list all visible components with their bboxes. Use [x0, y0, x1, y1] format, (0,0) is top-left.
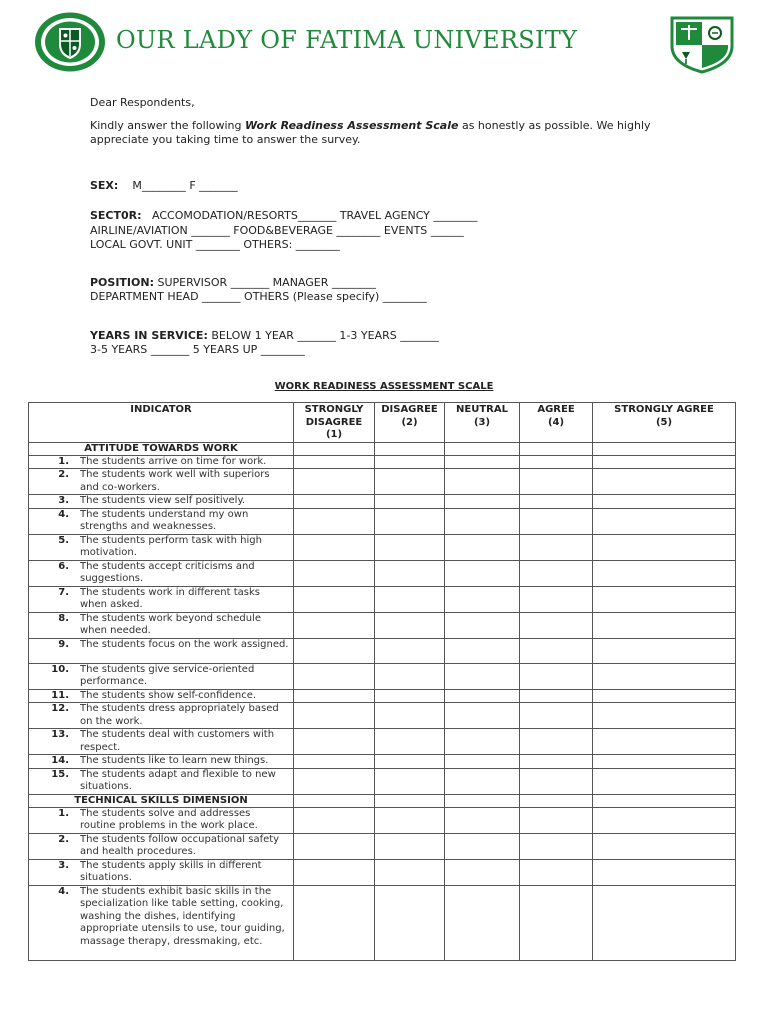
- rating-cell-agree[interactable]: [520, 469, 593, 495]
- item-number: 13.: [51, 729, 69, 740]
- rating-cell-disagree[interactable]: [375, 755, 445, 769]
- item-number: 15.: [51, 768, 69, 780]
- item-number: 1.: [58, 807, 69, 819]
- rating-cell: [294, 794, 375, 807]
- rating-cell-agree[interactable]: [520, 885, 593, 960]
- rating-cell-strongly-disagree[interactable]: [294, 663, 375, 689]
- rating-cell-strongly-agree[interactable]: [593, 560, 736, 586]
- rating-cell-disagree[interactable]: [375, 495, 445, 509]
- intro-text: as honestly as possible. We highly: [458, 119, 651, 132]
- table-header-row: [29, 403, 736, 443]
- rating-cell-strongly-agree[interactable]: [593, 729, 736, 755]
- rating-cell-neutral[interactable]: [445, 612, 520, 638]
- rating-cell-strongly-agree[interactable]: [593, 755, 736, 769]
- rating-cell-strongly-disagree[interactable]: [294, 703, 375, 729]
- indicator-cell: [29, 612, 294, 638]
- rating-cell-neutral[interactable]: [445, 859, 520, 885]
- table-row: [29, 586, 736, 612]
- header-line: DISAGREE: [305, 416, 363, 428]
- item-number: 7.: [58, 586, 69, 598]
- table-row: [29, 534, 736, 560]
- indicator-cell: [29, 469, 294, 495]
- rating-cell-neutral[interactable]: [445, 768, 520, 794]
- table-row: [29, 833, 736, 859]
- indicator-cell: [29, 703, 294, 729]
- indicator-cell: [29, 755, 294, 769]
- header-line: STRONGLY AGREE: [614, 404, 714, 415]
- indicator-cell: [29, 534, 294, 560]
- rating-cell-disagree[interactable]: [375, 560, 445, 586]
- item-text: The students follow occupational safety and health procedures.: [80, 833, 280, 857]
- item-text: The students accept criticisms and suggestions.: [80, 560, 255, 584]
- rating-cell-agree[interactable]: [520, 807, 593, 833]
- rating-cell-strongly-agree[interactable]: [593, 586, 736, 612]
- table-row: [29, 663, 736, 689]
- intro-text: Kindly answer the following: [90, 119, 246, 132]
- rating-cell-strongly-agree[interactable]: [593, 638, 736, 663]
- item-text: The students focus on the work assigned.: [80, 638, 289, 650]
- rating-cell-disagree[interactable]: [375, 508, 445, 534]
- rating-cell-agree[interactable]: [520, 768, 593, 794]
- rating-cell-strongly-agree[interactable]: [593, 508, 736, 534]
- table-row: [29, 508, 736, 534]
- university-name: OUR LADY OF FATIMA UNIVERSITY: [116, 26, 578, 54]
- item-number: 9.: [58, 638, 69, 650]
- table-row: [29, 755, 736, 769]
- rating-cell-strongly-agree[interactable]: [593, 469, 736, 495]
- rating-cell-disagree[interactable]: [375, 833, 445, 859]
- rating-cell-agree[interactable]: [520, 495, 593, 509]
- rating-cell-neutral[interactable]: [445, 703, 520, 729]
- item-text: The students show self-confidence.: [80, 689, 257, 701]
- rating-cell-strongly-agree[interactable]: [593, 495, 736, 509]
- rating-cell-agree[interactable]: [520, 663, 593, 689]
- rating-cell-disagree[interactable]: [375, 703, 445, 729]
- assessment-table: [28, 402, 736, 961]
- header-line: DISAGREE: [381, 404, 438, 415]
- indicator-cell: [29, 768, 294, 794]
- position-field[interactable]: [90, 276, 376, 291]
- rating-cell-disagree[interactable]: [375, 534, 445, 560]
- item-number: 3.: [58, 859, 69, 871]
- sector-options-line-1[interactable]: ACCOMODATION/RESORTS_______ TRAVEL AGENCY ________: [152, 209, 478, 222]
- section-title: TECHNICAL SKILLS DIMENSION: [29, 794, 294, 807]
- rating-cell-disagree[interactable]: [375, 689, 445, 703]
- rating-cell-agree[interactable]: [520, 534, 593, 560]
- item-text: The students exhibit basic skills in the specialization like table setting, cooking, washing the dishes, identifying appropriate utensils to use, tour guiding, massage therapy, dressmaking, etc.: [80, 885, 285, 947]
- item-text: The students work beyond schedule when needed.: [80, 612, 261, 636]
- rating-cell-disagree[interactable]: [375, 885, 445, 960]
- indicator-cell: [29, 859, 294, 885]
- sex-options[interactable]: M________ F _______: [132, 179, 238, 192]
- rating-cell-strongly-agree[interactable]: [593, 833, 736, 859]
- rating-cell-neutral[interactable]: [445, 885, 520, 960]
- item-text: The students dress appropriately based on the work.: [80, 703, 279, 727]
- item-text: The students like to learn new things.: [80, 755, 269, 766]
- indicator-cell: [29, 885, 294, 960]
- years-label: YEARS IN SERVICE:: [90, 329, 208, 342]
- item-number: 2.: [58, 469, 69, 480]
- rating-cell-agree[interactable]: [520, 689, 593, 703]
- table-row: [29, 859, 736, 885]
- table-row: [29, 638, 736, 663]
- sector-options-line-2[interactable]: AIRLINE/AVIATION _______ FOOD&BEVERAGE ________ EVENTS ______: [90, 224, 464, 237]
- item-number: 14.: [51, 755, 69, 766]
- rating-cell-strongly-agree[interactable]: [593, 534, 736, 560]
- position-label: POSITION:: [90, 276, 154, 289]
- rating-cell-strongly-disagree[interactable]: [294, 495, 375, 509]
- header-disagree: [375, 403, 445, 443]
- rating-cell-disagree[interactable]: [375, 469, 445, 495]
- rating-cell-strongly-disagree[interactable]: [294, 612, 375, 638]
- rating-cell-agree[interactable]: [520, 560, 593, 586]
- rating-cell-disagree[interactable]: [375, 455, 445, 469]
- rating-cell-neutral[interactable]: [445, 755, 520, 769]
- table-body: [29, 442, 736, 960]
- college-shield-logo: [668, 12, 736, 74]
- indicator-cell: [29, 495, 294, 509]
- rating-cell-neutral[interactable]: [445, 833, 520, 859]
- position-options-line-2[interactable]: DEPARTMENT HEAD _______ OTHERS (Please specify) ________: [90, 290, 427, 303]
- rating-cell-strongly-agree[interactable]: [593, 768, 736, 794]
- rating-cell: [294, 442, 375, 455]
- rating-cell-disagree[interactable]: [375, 638, 445, 663]
- rating-cell: [593, 794, 736, 807]
- university-seal-logo: [33, 11, 107, 73]
- item-text: The students work in different tasks when asked.: [80, 586, 260, 610]
- sector-label: SECT0R:: [90, 209, 142, 222]
- item-text: The students work well with superiors and co-workers.: [80, 469, 270, 493]
- scale-name-emphasis: Work Readiness Assessment Scale: [245, 119, 459, 132]
- item-text: The students arrive on time for work.: [80, 455, 267, 467]
- item-number: 3.: [58, 495, 69, 506]
- rating-cell-strongly-agree[interactable]: [593, 689, 736, 703]
- table-row: [29, 768, 736, 794]
- table-row: [29, 612, 736, 638]
- rating-cell: [593, 442, 736, 455]
- indicator-cell: [29, 663, 294, 689]
- rating-cell-neutral[interactable]: [445, 729, 520, 755]
- item-text: The students give service-oriented performance.: [80, 663, 255, 687]
- rating-cell-neutral[interactable]: [445, 455, 520, 469]
- position-options-line-1[interactable]: SUPERVISOR _______ MANAGER ________: [153, 276, 376, 289]
- rating-cell-strongly-disagree[interactable]: [294, 885, 375, 960]
- indicator-cell: [29, 833, 294, 859]
- rating-cell-neutral[interactable]: [445, 495, 520, 509]
- sex-field[interactable]: [90, 179, 238, 194]
- intro-line-1: [90, 119, 651, 134]
- rating-cell-strongly-disagree[interactable]: [294, 534, 375, 560]
- indicator-cell: [29, 560, 294, 586]
- rating-cell-agree[interactable]: [520, 859, 593, 885]
- item-text: The students deal with customers with respect.: [80, 729, 275, 753]
- header-line: (1): [325, 429, 343, 440]
- header-line: STRONGLY: [304, 404, 364, 415]
- years-field[interactable]: [90, 329, 439, 344]
- rating-cell-disagree[interactable]: [375, 586, 445, 612]
- item-text: The students view self positively.: [80, 495, 246, 506]
- rating-cell-strongly-agree[interactable]: [593, 885, 736, 960]
- indicator-cell: [29, 807, 294, 833]
- item-number: 12.: [51, 703, 69, 714]
- years-options-line-1[interactable]: BELOW 1 YEAR _______ 1-3 YEARS _______: [207, 329, 439, 342]
- rating-cell-agree[interactable]: [520, 638, 593, 663]
- rating-cell-neutral[interactable]: [445, 638, 520, 663]
- rating-cell-neutral[interactable]: [445, 689, 520, 703]
- section-title: ATTITUDE TOWARDS WORK: [29, 442, 294, 455]
- rating-cell-agree[interactable]: [520, 755, 593, 769]
- rating-cell-strongly-disagree[interactable]: [294, 755, 375, 769]
- header-agree: [520, 403, 593, 443]
- item-number: 4.: [58, 885, 69, 897]
- rating-cell-strongly-disagree[interactable]: [294, 586, 375, 612]
- rating-cell-strongly-agree[interactable]: [593, 455, 736, 469]
- rating-cell-disagree[interactable]: [375, 663, 445, 689]
- rating-cell-disagree[interactable]: [375, 729, 445, 755]
- rating-cell-neutral[interactable]: [445, 807, 520, 833]
- item-number: 1.: [58, 455, 69, 467]
- header-line: (3): [473, 416, 491, 428]
- rating-cell-agree[interactable]: [520, 612, 593, 638]
- header-strongly-agree: [593, 403, 736, 443]
- indicator-cell: [29, 689, 294, 703]
- rating-cell-neutral[interactable]: [445, 534, 520, 560]
- section-row: [29, 794, 736, 807]
- rating-cell-strongly-disagree[interactable]: [294, 638, 375, 663]
- rating-cell-strongly-disagree[interactable]: [294, 768, 375, 794]
- rating-cell-strongly-agree[interactable]: [593, 703, 736, 729]
- scale-title: [0, 381, 768, 392]
- rating-cell-strongly-disagree[interactable]: [294, 455, 375, 469]
- item-number: 4.: [58, 508, 69, 520]
- rating-cell-strongly-agree[interactable]: [593, 859, 736, 885]
- rating-cell-strongly-disagree[interactable]: [294, 729, 375, 755]
- table-row: [29, 729, 736, 755]
- table-row: [29, 885, 736, 960]
- table-row: [29, 469, 736, 495]
- rating-cell-strongly-disagree[interactable]: [294, 508, 375, 534]
- rating-cell-agree[interactable]: [520, 833, 593, 859]
- rating-cell-disagree[interactable]: [375, 807, 445, 833]
- rating-cell-strongly-agree[interactable]: [593, 807, 736, 833]
- indicator-cell: [29, 508, 294, 534]
- rating-cell-agree[interactable]: [520, 508, 593, 534]
- item-text: The students understand my own strengths and weaknesses.: [80, 508, 249, 532]
- indicator-cell: [29, 638, 294, 663]
- rating-cell-strongly-agree[interactable]: [593, 663, 736, 689]
- rating-cell-disagree[interactable]: [375, 768, 445, 794]
- table-row: [29, 807, 736, 833]
- item-number: 8.: [58, 612, 69, 624]
- page-header: [0, 0, 768, 80]
- rating-cell: [445, 442, 520, 455]
- rating-cell: [375, 794, 445, 807]
- item-text: The students solve and addresses routine problems in the work place.: [80, 807, 258, 831]
- rating-cell-strongly-disagree[interactable]: [294, 560, 375, 586]
- header-line: (4): [547, 416, 565, 428]
- table-row: [29, 495, 736, 509]
- rating-cell-strongly-disagree[interactable]: [294, 807, 375, 833]
- sector-field[interactable]: [90, 209, 477, 224]
- rating-cell-neutral[interactable]: [445, 560, 520, 586]
- item-number: 2.: [58, 833, 69, 845]
- indicator-cell: [29, 455, 294, 469]
- sex-label: SEX:: [90, 179, 119, 192]
- rating-cell-agree[interactable]: [520, 703, 593, 729]
- rating-cell-neutral[interactable]: [445, 663, 520, 689]
- rating-cell: [520, 442, 593, 455]
- header-line: (2): [401, 416, 418, 428]
- years-options-line-2[interactable]: 3-5 YEARS _______ 5 YEARS UP ________: [90, 343, 305, 356]
- section-row: [29, 442, 736, 455]
- rating-cell-disagree[interactable]: [375, 859, 445, 885]
- table-row: [29, 560, 736, 586]
- rating-cell-agree[interactable]: [520, 586, 593, 612]
- header-indicator: INDICATOR: [29, 403, 294, 443]
- item-number: 6.: [58, 560, 69, 572]
- item-text: The students adapt and flexible to new situations.: [80, 768, 276, 792]
- header-line: (5): [655, 416, 673, 428]
- indicator-cell: [29, 729, 294, 755]
- item-text: The students perform task with high motivation.: [80, 534, 262, 558]
- item-number: 10.: [51, 663, 69, 675]
- table-row: [29, 455, 736, 469]
- scale-title-text: WORK READINESS ASSESSMENT SCALE: [274, 381, 494, 392]
- rating-cell: [520, 794, 593, 807]
- header-strongly-disagree: [294, 403, 375, 443]
- rating-cell-strongly-disagree[interactable]: [294, 859, 375, 885]
- rating-cell-strongly-disagree[interactable]: [294, 469, 375, 495]
- greeting: Dear Respondents,: [90, 96, 195, 109]
- intro-line-2: appreciate you taking time to answer the survey.: [90, 133, 361, 146]
- sector-options-line-3[interactable]: LOCAL GOVT. UNIT ________ OTHERS: ________: [90, 238, 340, 251]
- item-text: The students apply skills in different situations.: [80, 859, 262, 883]
- table-row: [29, 689, 736, 703]
- rating-cell: [375, 442, 445, 455]
- rating-cell-strongly-disagree[interactable]: [294, 689, 375, 703]
- rating-cell-neutral[interactable]: [445, 586, 520, 612]
- rating-cell-neutral[interactable]: [445, 508, 520, 534]
- rating-cell-agree[interactable]: [520, 455, 593, 469]
- rating-cell-neutral[interactable]: [445, 469, 520, 495]
- header-line: AGREE: [537, 404, 575, 415]
- header-neutral: [445, 403, 520, 443]
- rating-cell: [445, 794, 520, 807]
- indicator-cell: [29, 586, 294, 612]
- table-row: [29, 703, 736, 729]
- rating-cell-disagree[interactable]: [375, 612, 445, 638]
- rating-cell-strongly-disagree[interactable]: [294, 833, 375, 859]
- rating-cell-strongly-agree[interactable]: [593, 612, 736, 638]
- item-number: 11.: [51, 689, 69, 701]
- rating-cell-agree[interactable]: [520, 729, 593, 755]
- header-line: NEUTRAL: [456, 404, 508, 415]
- item-number: 5.: [58, 534, 69, 546]
